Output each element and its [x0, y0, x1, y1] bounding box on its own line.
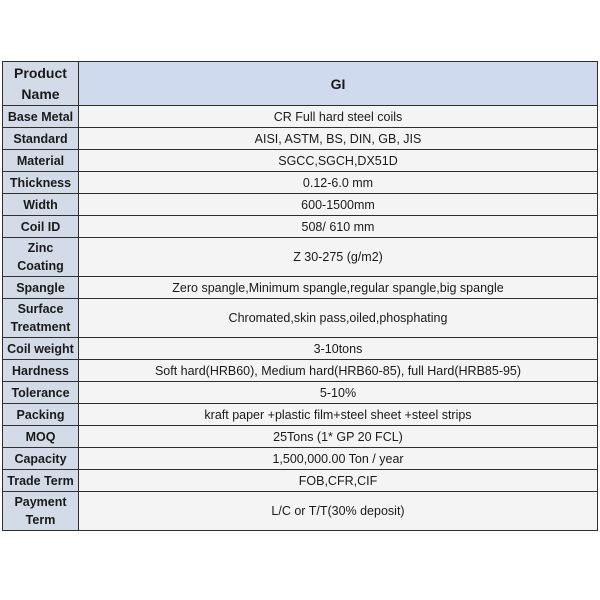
row-value: 5-10%: [79, 382, 598, 404]
row-value: L/C or T/T(30% deposit): [79, 492, 598, 531]
row-label: Material: [3, 150, 79, 172]
row-label: Coil ID: [3, 216, 79, 238]
row-value: Z 30-275 (g/m2): [79, 238, 598, 277]
row-value: 1,500,000.00 Ton / year: [79, 448, 598, 470]
row-value: kraft paper +plastic film+steel sheet +steel strips: [79, 404, 598, 426]
row-label: MOQ: [3, 426, 79, 448]
row-value: Zero spangle,Minimum spangle,regular spangle,big spangle: [79, 277, 598, 299]
row-value: Chromated,skin pass,oiled,phosphating: [79, 299, 598, 338]
table-row: [3, 382, 598, 404]
table-row: [3, 404, 598, 426]
row-value: 0.12-6.0 mm: [79, 172, 598, 194]
header-label-cell: Product Name: [3, 62, 79, 106]
table-row: [3, 492, 598, 531]
table-row: [3, 277, 598, 299]
table-row: [3, 150, 598, 172]
row-label: Capacity: [3, 448, 79, 470]
table-row: [3, 299, 598, 338]
table-row: [3, 338, 598, 360]
row-value: FOB,CFR,CIF: [79, 470, 598, 492]
row-label: Trade Term: [3, 470, 79, 492]
row-value: 3-10tons: [79, 338, 598, 360]
row-label: Tolerance: [3, 382, 79, 404]
row-value: Soft hard(HRB60), Medium hard(HRB60-85), full Hard(HRB85-95): [79, 360, 598, 382]
table-row: [3, 470, 598, 492]
table-row: [3, 448, 598, 470]
table-row: [3, 172, 598, 194]
row-value: CR Full hard steel coils: [79, 106, 598, 128]
row-value: SGCC,SGCH,DX51D: [79, 150, 598, 172]
table-row: [3, 106, 598, 128]
row-value: AISI, ASTM, BS, DIN, GB, JIS: [79, 128, 598, 150]
row-label: Width: [3, 194, 79, 216]
row-label: Thickness: [3, 172, 79, 194]
row-label: Surface Treatment: [3, 299, 79, 338]
row-label: Zinc Coating: [3, 238, 79, 277]
table-row: [3, 238, 598, 277]
table-header-row: [3, 62, 598, 106]
row-label: Payment Term: [3, 492, 79, 531]
row-value: 600-1500mm: [79, 194, 598, 216]
row-label: Base Metal: [3, 106, 79, 128]
header-value-cell: GI: [79, 62, 598, 106]
row-label: Hardness: [3, 360, 79, 382]
row-label: Packing: [3, 404, 79, 426]
table-row: [3, 360, 598, 382]
table-row: [3, 216, 598, 238]
spec-sheet: [2, 61, 598, 531]
row-value: 25Tons (1* GP 20 FCL): [79, 426, 598, 448]
row-label: Standard: [3, 128, 79, 150]
row-label: Coil weight: [3, 338, 79, 360]
row-value: 508/ 610 mm: [79, 216, 598, 238]
row-label: Spangle: [3, 277, 79, 299]
table-row: [3, 426, 598, 448]
table-row: [3, 128, 598, 150]
spec-table: [2, 61, 598, 531]
table-row: [3, 194, 598, 216]
